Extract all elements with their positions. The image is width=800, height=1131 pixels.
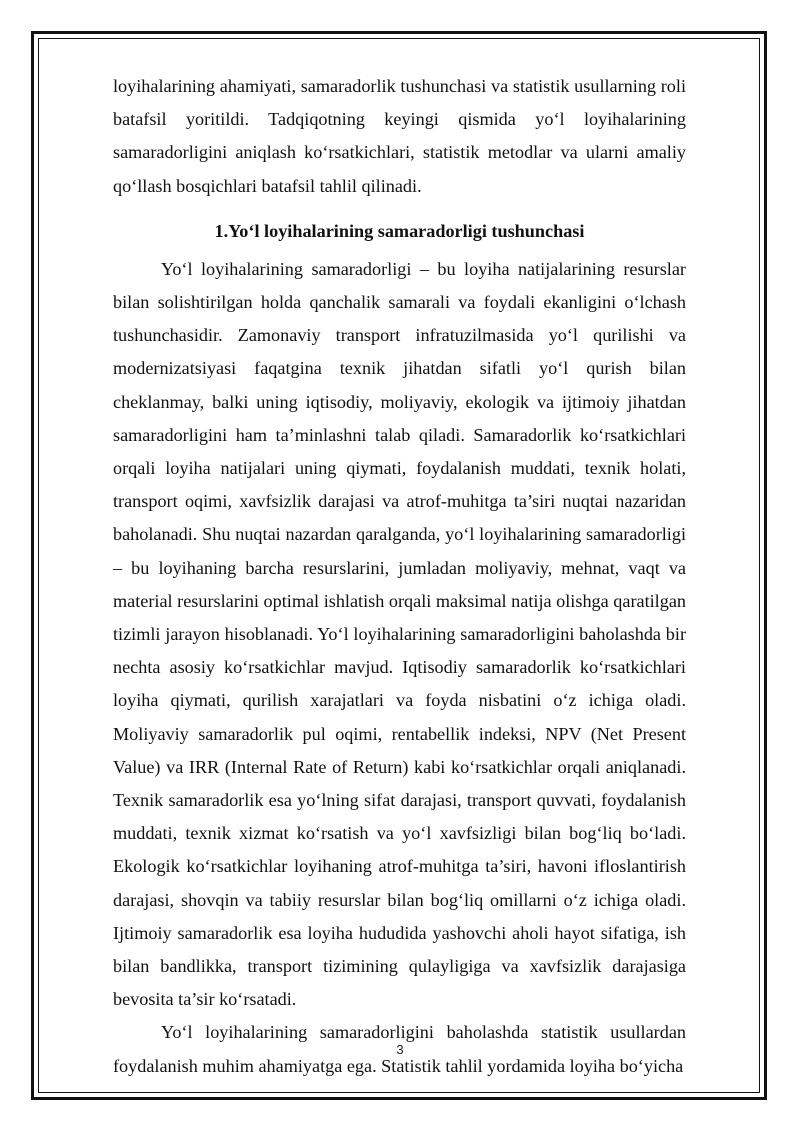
body-paragraph-2: Yo‘l loyihalarining samaradorligini baholashda statistik usullardan foydalanish muhim ahamiyatga ega. Statistik tahlil yordamida loyiha bo‘yicha [113,1022,686,1076]
section-heading: 1.Yo‘l loyihalarining samaradorligi tushunchasi [214,220,585,241]
page-number: 3 [396,1042,404,1057]
document-body [113,70,686,1083]
intro-paragraph: loyihalarining ahamiyati, samaradorlik tushunchasi va statistik usullarning roli batafsil yoritildi. Tadqiqotning keyingi qismida yo‘l loyihalarining samaradorligini aniqlash ko‘rsatkichlari, statistik metodlar va ularni amaliy qo‘llash bosqichlari batafsil tahlil qilinadi. [113,76,686,196]
body-paragraph-1: Yo‘l loyihalarining samaradorligi – bu loyiha natijalarining resurslar bilan solishtirilgan holda qanchalik samarali va foydali ekanligini o‘lchash tushunchasidir. Zamonaviy transport infratuzilmasida yo‘l qurilishi va modernizatsiyasi faqatgina texnik jihatdan sifatli yo‘l qurish bilan cheklanmay, balki uning iqtisodiy, moliyaviy, ekologik va ijtimoiy jihatdan samaradorligini ham ta’minlashni talab qiladi. Samaradorlik ko‘rsatkichlari orqali loyiha natijalari uning qiymati, foydalanish muddati, texnik holati, transport oqimi, xavfsizlik darajasi va atrof-muhitga ta’siri nuqtai nazaridan baholanadi. Shu nuqtai nazardan qaralganda, yo‘l loyihalarining samaradorligi – bu loyihaning barcha resurslarini, jumladan moliyaviy, mehnat, vaqt va material resurslarini optimal ishlatish orqali maksimal natija olishga qaratilgan tizimli jarayon hisoblanadi. Yo‘l loyihalarining samaradorligini baholashda bir nechta asosiy ko‘rsatkichlar mavjud. Iqtisodiy samaradorlik ko‘rsatkichlari loyiha qiymati, qurilish xarajatlari va foyda nisbatini o‘z ichiga oladi. Moliyaviy samaradorlik pul oqimi, rentabellik indeksi, NPV (Net Present Value) va IRR (Internal Rate of Return) kabi ko‘rsatkichlar orqali aniqlanadi. Texnik samaradorlik esa yo‘lning sifat darajasi, transport quvvati, foydalanish muddati, texnik xizmat ko‘rsatish va yo‘l xavfsizligi bilan bog‘liq bo‘ladi. Ekologik ko‘rsatkichlar loyihaning atrof-muhitga ta’siri, havoni ifloslantirish darajasi, shovqin va tabiiy resurslar bilan bog‘liq omillarni o‘z ichiga oladi. Ijtimoiy samaradorlik esa loyiha hududida yashovchi aholi hayot sifatiga, ish bilan bandlikka, transport tizimining qulayligiga va xavfsizlik darajasiga bevosita ta’sir ko‘rsatadi. [113,258,686,1010]
